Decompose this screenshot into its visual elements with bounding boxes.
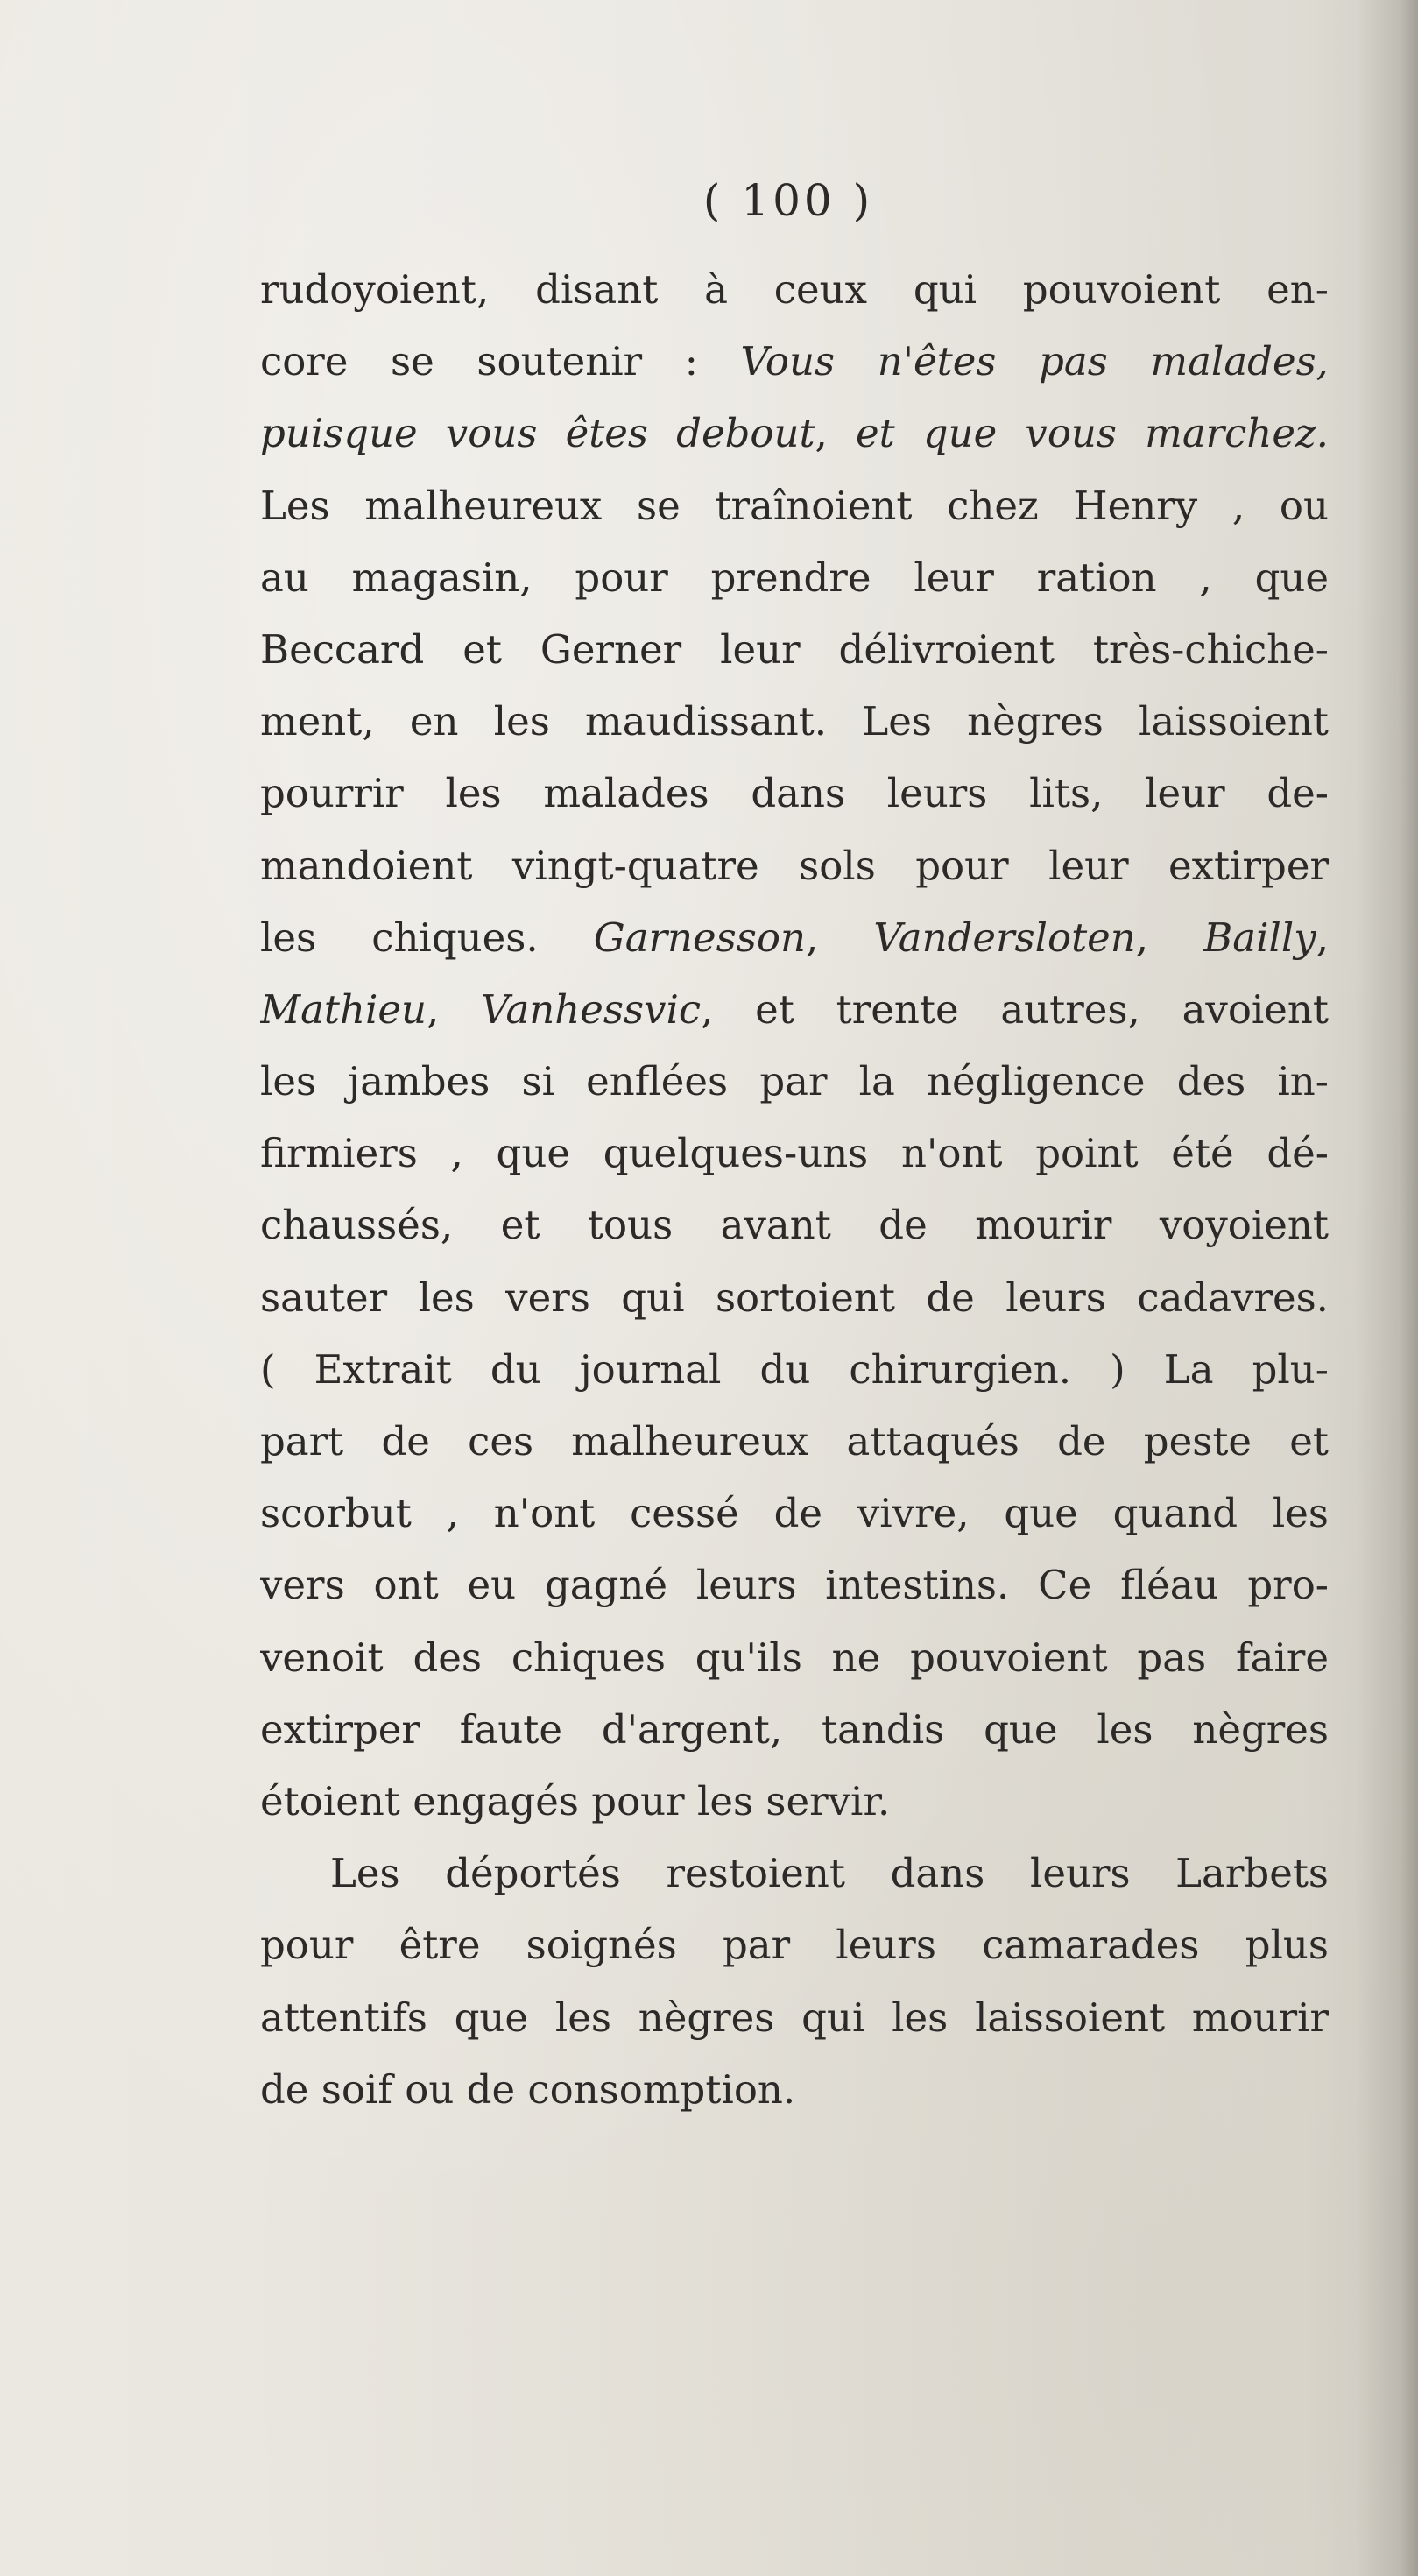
text-segment: chaussés, et tous avant de mourir voyoient xyxy=(260,1202,1329,1249)
text-segment: sauter les vers qui sortoient de leurs cadavres. xyxy=(260,1274,1329,1321)
text-line xyxy=(260,614,1329,686)
italic-text: Vanhessvic xyxy=(481,985,702,1033)
text-segment: , xyxy=(1316,914,1329,961)
text-segment: pourrir les malades dans leurs lits, leur de- xyxy=(260,770,1329,817)
text-segment: , xyxy=(815,410,856,457)
text-line xyxy=(260,686,1329,758)
text-segment: , xyxy=(1135,914,1204,961)
text-line xyxy=(260,902,1329,974)
text-segment: de soif ou de consomption. xyxy=(260,2065,796,2113)
text-segment: venoit des chiques qu'ils ne pouvoient pas faire xyxy=(260,1634,1329,1681)
text-line xyxy=(260,254,1329,326)
italic-text: Vous n'êtes pas malades, xyxy=(740,338,1329,385)
text-segment: les chiques. xyxy=(260,914,594,961)
text-line xyxy=(260,1909,1329,1981)
text-line xyxy=(260,398,1329,469)
text-line xyxy=(260,1838,1329,1909)
text-segment: Les déportés restoient dans leurs Larbets xyxy=(330,1850,1329,1897)
text-segment: , et trente autres, avoient xyxy=(701,985,1329,1033)
text-segment: mandoient vingt-quatre sols pour leur extirper xyxy=(260,842,1329,889)
text-segment: , xyxy=(805,914,874,961)
text-segment: au magasin, pour prendre leur ration , que xyxy=(260,554,1329,601)
text-segment: , xyxy=(426,985,482,1033)
text-segment: firmiers , que quelques-uns n'ont point été dé- xyxy=(260,1130,1329,1177)
text-line xyxy=(260,1478,1329,1549)
text-line xyxy=(260,974,1329,1046)
text-segment: étoient engagés pour les servir. xyxy=(260,1777,891,1824)
text-line xyxy=(260,1406,1329,1478)
text-segment: part de ces malheureux attaqués de peste et xyxy=(260,1418,1329,1464)
text-line xyxy=(260,1549,1329,1621)
text-line xyxy=(260,758,1329,829)
text-line xyxy=(260,1694,1329,1766)
text-line xyxy=(260,1982,1329,2054)
page-edge-shadow xyxy=(1357,0,1418,2576)
italic-text: et que vous marchez. xyxy=(856,410,1329,457)
text-segment: extirper faute d'argent, tandis que les nègres xyxy=(260,1705,1329,1753)
text-segment: scorbut , n'ont cessé de vivre, que quand les xyxy=(260,1490,1329,1537)
text-segment: Les malheureux se traînoient chez Henry , ou xyxy=(260,482,1329,529)
text-segment: attentifs que les nègres qui les laissoient mourir xyxy=(260,1994,1329,2041)
text-line xyxy=(260,1262,1329,1334)
text-line xyxy=(260,1766,1329,1838)
text-line xyxy=(260,2054,1329,2126)
text-line xyxy=(260,1622,1329,1694)
text-line xyxy=(260,1189,1329,1261)
text-segment: core se soutenir : xyxy=(260,338,741,385)
text-line xyxy=(260,830,1329,902)
italic-text: Garnesson xyxy=(593,914,806,961)
text-segment: ( Extrait du journal du chirurgien. ) La plu- xyxy=(260,1345,1329,1393)
page-number: ( 100 ) xyxy=(702,175,874,226)
text-segment: ment, en les maudissant. Les nègres laissoient xyxy=(260,698,1329,745)
text-segment: rudoyoient, disant à ceux qui pouvoient en- xyxy=(260,266,1329,313)
text-line xyxy=(260,542,1329,614)
text-segment: pour être soignés par leurs camarades plus xyxy=(260,1922,1329,1969)
text-line xyxy=(260,1118,1329,1189)
text-line xyxy=(260,326,1329,398)
text-line xyxy=(260,1046,1329,1118)
italic-text: Vandersloten xyxy=(873,914,1136,961)
italic-text: Mathieu xyxy=(260,985,427,1033)
italic-text: puisque vous êtes debout xyxy=(260,410,815,457)
text-line xyxy=(260,470,1329,542)
text-line xyxy=(260,1334,1329,1406)
italic-text: Bailly xyxy=(1203,914,1316,961)
text-segment: vers ont eu gagné leurs intestins. Ce fléau pro- xyxy=(260,1562,1329,1609)
body-text xyxy=(260,254,1329,2126)
text-segment: les jambes si enflées par la négligence des in- xyxy=(260,1058,1329,1105)
text-segment: Beccard et Gerner leur délivroient très-chiche- xyxy=(260,625,1329,673)
